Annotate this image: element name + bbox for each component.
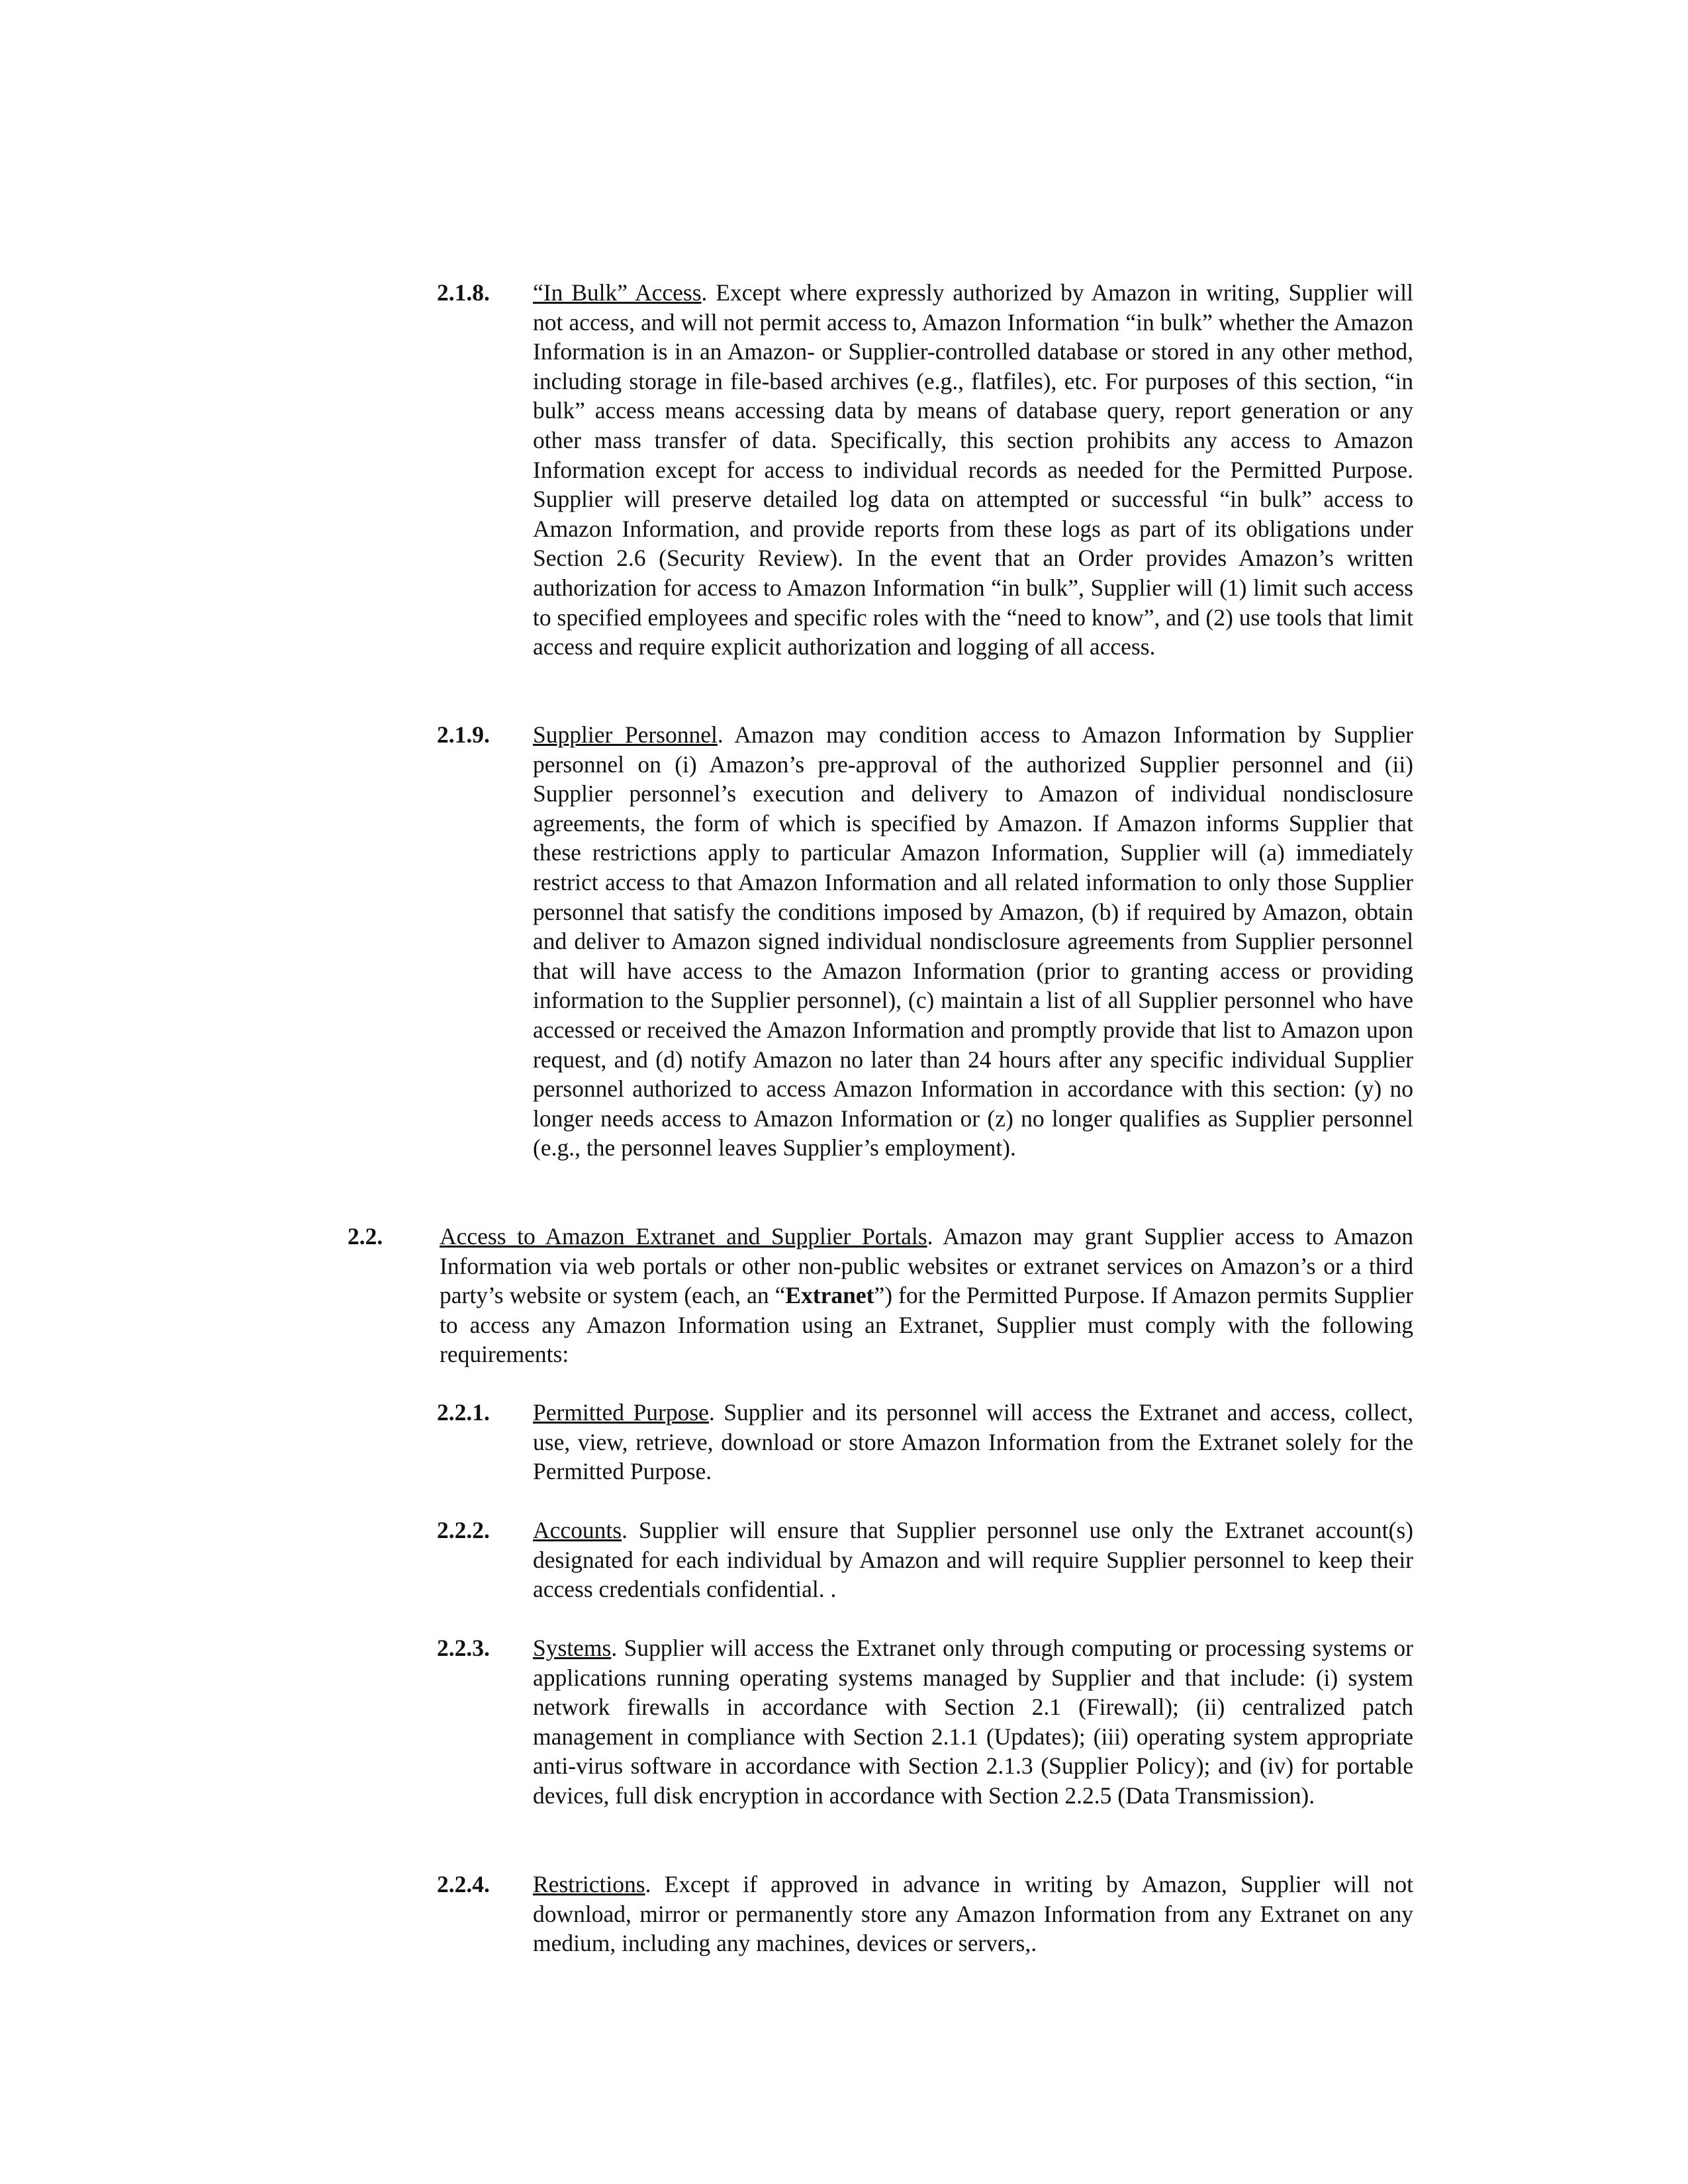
section-text: . Supplier and its personnel will access the Extranet and access, collect, use, view, retrieve, download or store Amazon Information from the Extranet solely for the Permitted Purpose. <box>533 1399 1413 1485</box>
section-text: . Supplier will access the Extranet only through computing or processing systems or applications running operating systems managed by Supplier and that include: (i) system network firewalls in accordance with Section 2.1 (Firewall); (ii) centralized patch management in compliance with Section 2.1.1 (Updates); (iii) operating system appropriate anti-virus software in accordance with Section 2.1.3 (Supplier Policy); and (iv) for portable devices, full disk encryption in accordance with Section 2.2.5 (Data Transmission). <box>533 1635 1413 1809</box>
section-body <box>440 1222 1413 1369</box>
section-heading: Access to Amazon Extranet and Supplier Portals <box>440 1223 927 1250</box>
section-text: . Amazon may grant Supplier access to Amazon Information via web portals or other non-public websites or extranet services on Amazon’s or a third party’s website or system (each, an “ <box>440 1223 1413 1309</box>
section-number: 2.2.2. <box>437 1517 490 1543</box>
section-heading: Systems <box>533 1635 612 1661</box>
section-text: ”) for the Permitted Purpose. If Amazon permits Supplier to access any Amazon Information using an Extranet, Supplier must comply with the following requirements: <box>440 1282 1413 1368</box>
section-text: . Supplier will ensure that Supplier personnel use only the Extranet account(s) designated for each individual by Amazon and will require Supplier personnel to keep their access credentials confidential. . <box>533 1517 1413 1603</box>
defined-term: Extranet <box>785 1282 874 1309</box>
section-number: 2.2.1. <box>437 1399 490 1426</box>
section-heading: “In Bulk” Access <box>533 279 702 306</box>
section-number: 2.1.9. <box>437 721 490 748</box>
section-body <box>533 1633 1413 1811</box>
section-body <box>533 278 1413 662</box>
section-number: 2.1.8. <box>437 279 490 306</box>
section-heading: Restrictions <box>533 1871 645 1897</box>
section-number: 2.2. <box>348 1223 383 1250</box>
section-heading: Accounts <box>533 1517 622 1543</box>
section-number: 2.2.3. <box>437 1635 490 1661</box>
section-body <box>533 720 1413 1163</box>
section-body <box>533 1870 1413 1958</box>
section-number: 2.2.4. <box>437 1871 490 1897</box>
section-text: . Amazon may condition access to Amazon Information by Supplier personnel on (i) Amazon’s pre-approval of the authorized Supplier personnel and (ii) Supplier personnel’s execution and delivery to Amazon of individual nondisclosure agreements, the form of which is specified by Amazon. If Amazon informs Supplier that these restrictions apply to particular Amazon Information, Supplier will (a) immediately restrict access to that Amazon Information and all related information to only those Supplier personnel that satisfy the conditions imposed by Amazon, (b) if required by Amazon, obtain and deliver to Amazon signed individual nondisclosure agreements from Supplier personnel that will have access to the Amazon Information (prior to granting access or providing information to the Supplier personnel), (c) maintain a list of all Supplier personnel who have accessed or received the Amazon Information and promptly provide that list to Amazon upon request, and (d) notify Amazon no later than 24 hours after any specific individual Supplier personnel authorized to access Amazon Information in accordance with this section: (y) no longer needs access to Amazon Information or (z) no longer qualifies as Supplier personnel (e.g., the personnel leaves Supplier’s employment). <box>533 721 1413 1161</box>
section-body <box>533 1516 1413 1604</box>
section-heading: Permitted Purpose <box>533 1399 709 1426</box>
section-body <box>533 1398 1413 1486</box>
section-heading: Supplier Personnel <box>533 721 718 748</box>
section-text: . Except where expressly authorized by Amazon in writing, Supplier will not access, and will not permit access to, Amazon Information “in bulk” whether the Amazon Information is in an Amazon- or Supplier-controlled database or stored in any other method, including storage in file-based archives (e.g., flatfiles), etc. For purposes of this section, “in bulk” access means accessing data by means of database query, report generation or any other mass transfer of data. Specifically, this section prohibits any access to Amazon Information except for access to individual records as needed for the Permitted Purpose. Supplier will preserve detailed log data on attempted or successful “in bulk” access to Amazon Information, and provide reports from these logs as part of its obligations under Section 2.6 (Security Review). In the event that an Order provides Amazon’s written authorization for access to Amazon Information “in bulk”, Supplier will (1) limit such access to specified employees and specific roles with the “need to know”, and (2) use tools that limit access and require explicit authorization and logging of all access. <box>533 279 1413 660</box>
section-text: . Except if approved in advance in writing by Amazon, Supplier will not download, mirror or permanently store any Amazon Information from any Extranet on any medium, including any machines, devices or servers,. <box>533 1871 1413 1957</box>
